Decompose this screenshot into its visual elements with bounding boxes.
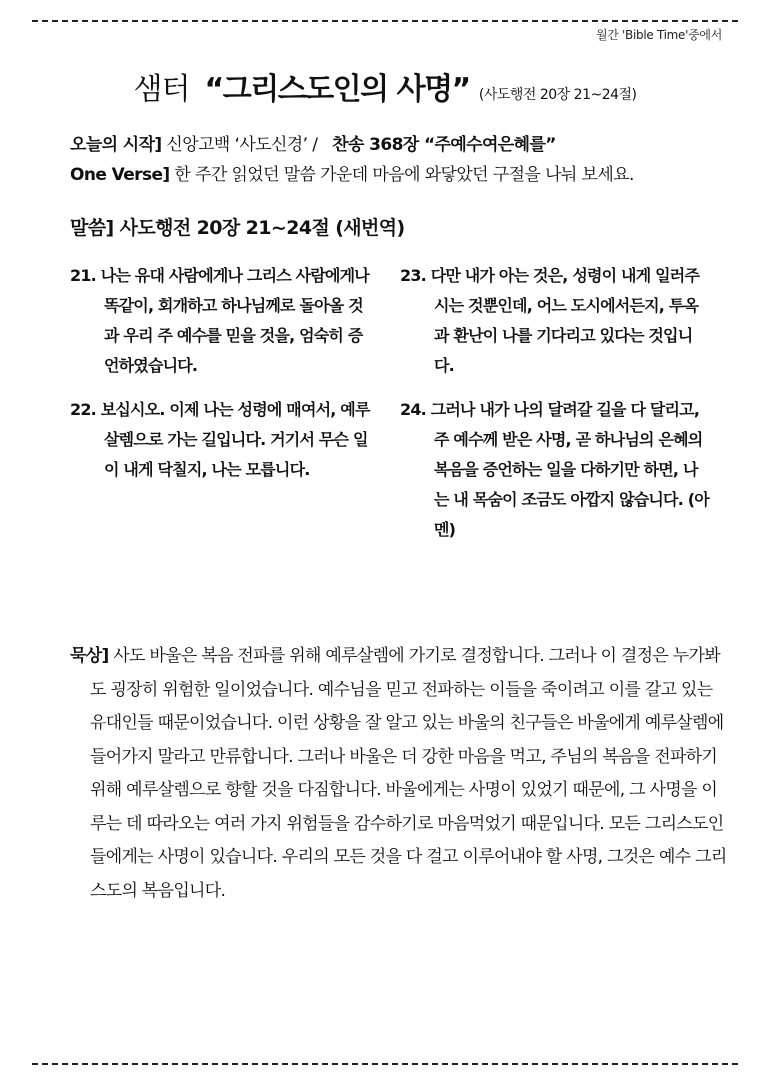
verse-23: 23. 다만 내가 아는 것은, 성령이 내게 일러주시는 것뿐인데, 어느 도시에서든지, 투옥과 환난이 나를 기다리고 있다는 것입니다. bbox=[400, 266, 700, 375]
verse-21: 21. 나는 유대 사람에게나 그리스 사람에게나 똑같이, 회개하고 하나님께로 돌아올 것과 우리 주 예수를 믿을 것을, 엄숙히 증언하였습니다. bbox=[70, 266, 369, 375]
verse-column-left bbox=[70, 261, 370, 499]
source-note: 월간 'Bible Time'중에서 bbox=[595, 28, 722, 42]
verse-24: 24. 그러나 내가 나의 달려갈 길을 다 달리고, 주 예수께 받은 사명, 곧 하나님의 은혜의 복음을 증언하는 일을 다하기만 하면, 나는 내 목숨이 조금도 아깝지 않습니다. (아멘) bbox=[400, 400, 709, 539]
meditation-text: 사도 바울은 복음 전파를 위해 예루살렘에 가기로 결정합니다. 그러나 이 결정은 누가봐도 굉장히 위험한 일이었습니다. 예수님을 믿고 전파하는 이들을 죽이려고 이를 갈고 있는 유대인들 때문이었습니다. 이런 상황을 잘 알고 있는 바울의 친구들은 바울에게 예루살렘에 들어가지 말라고 만류합니다. 그러나 바울은 더 강한 마음을 먹고, 주님의 복음을 전파하기 위해 예루살렘으로 향할 것을 다짐합니다. 바울에게는 사명이 있었기 때문에, 그 사명을 이루는 데 따라오는 여러 가지 위험들을 감수하기로 마음먹었기 때문입니다. 모든 그리스도인들에게는 사명이 있습니다. 우리의 모든 것을 다 걸고 이루어내야 할 사명, 그것은 예수 그리스도의 복음입니다. bbox=[90, 646, 727, 901]
bottom-divider bbox=[32, 1063, 738, 1065]
meditation-label: 묵상] bbox=[70, 646, 109, 666]
verse-column-right bbox=[400, 261, 710, 559]
start-label: 오늘의 시작] bbox=[70, 135, 162, 155]
intro-section bbox=[70, 130, 740, 190]
one-verse-text: 한 주간 읽었던 말씀 가운데 마음에 와닿았던 구절을 나눠 보세요. bbox=[174, 165, 634, 185]
start-text: 신앙고백 ‘사도신경’ / bbox=[166, 135, 318, 155]
word-heading: 말씀] 사도행전 20장 21~24절 (새번역) bbox=[70, 217, 405, 239]
one-verse-label: One Verse] bbox=[70, 165, 170, 185]
verse-22: 22. 보십시오. 이제 나는 성령에 매여서, 예루살렘으로 가는 길입니다. 거기서 무슨 일이 내게 닥칠지, 나는 모릅니다. bbox=[70, 400, 370, 479]
intro-verse-line bbox=[70, 160, 740, 190]
page-title bbox=[0, 64, 770, 108]
intro-start-line bbox=[70, 130, 740, 160]
title-quote: “그리스도인의 사명” bbox=[204, 72, 470, 107]
title-reference: (사도행전 20장 21~24절) bbox=[478, 87, 637, 103]
title-main: 샘터 bbox=[133, 72, 190, 107]
meditation-section bbox=[70, 640, 730, 908]
hymn-text: 찬송 368장 “주예수여은혜를” bbox=[332, 135, 556, 155]
top-divider bbox=[32, 20, 738, 22]
